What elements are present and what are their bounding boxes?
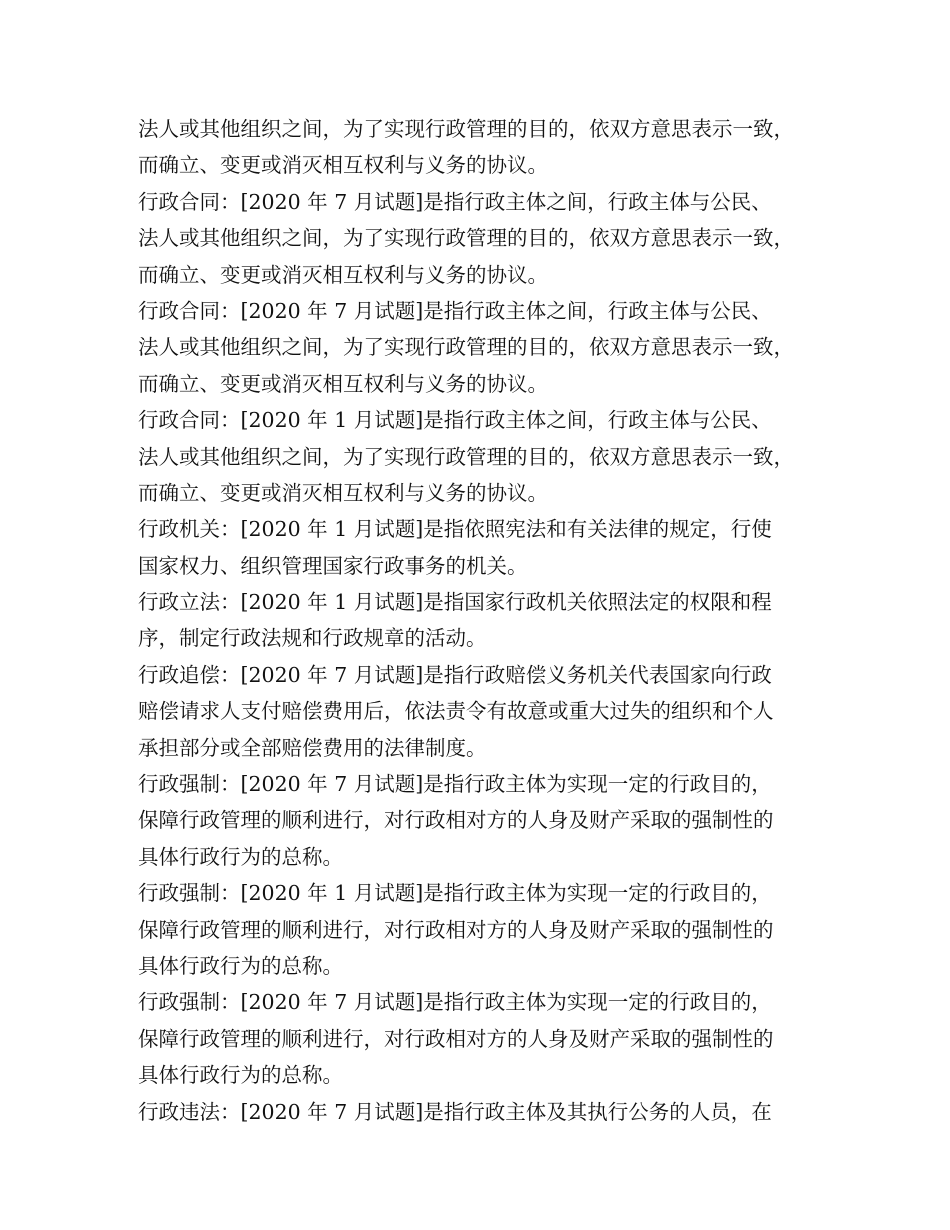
text-line: 具体行政行为的总称。: [138, 953, 343, 978]
text-line: 具体行政行为的总称。: [138, 844, 343, 869]
text-line: 法人或其他组织之间，为了实现行政管理的目的，依双方意思表示一致，: [138, 226, 794, 251]
document-body: [138, 111, 838, 1130]
text-line: 法人或其他组织之间，为了实现行政管理的目的，依双方意思表示一致，: [138, 444, 794, 469]
text-line: 而确立、变更或消灭相互权利与义务的协议。: [138, 153, 548, 178]
text-line: 行政立法：[2020 年 1 月试题]是指国家行政机关依照法定的权限和程: [138, 590, 772, 615]
text-line: 保障行政管理的顺利进行，对行政相对方的人身及财产采取的强制性的: [138, 808, 774, 833]
text-line: 行政合同：[2020 年 7 月试题]是指行政主体之间，行政主体与公民、: [138, 189, 772, 214]
text-line: 而确立、变更或消灭相互权利与义务的协议。: [138, 480, 548, 505]
text-line: 行政强制：[2020 年 7 月试题]是指行政主体为实现一定的行政目的，: [138, 772, 772, 797]
text-line: 行政追偿：[2020 年 7 月试题]是指行政赔偿义务机关代表国家向行政: [138, 662, 772, 687]
text-line: 赔偿请求人支付赔偿费用后，依法责令有故意或重大过失的组织和个人: [138, 699, 774, 724]
text-line: 行政违法：[2020 年 7 月试题]是指行政主体及其执行公务的人员，在: [138, 1099, 772, 1124]
text-line: 行政机关：[2020 年 1 月试题]是指依照宪法和有关法律的规定，行使: [138, 517, 772, 542]
text-line: 保障行政管理的顺利进行，对行政相对方的人身及财产采取的强制性的: [138, 1026, 774, 1051]
text-line: 序，制定行政法规和行政规章的活动。: [138, 626, 487, 651]
text-line: 具体行政行为的总称。: [138, 1063, 343, 1088]
text-line: 法人或其他组织之间，为了实现行政管理的目的，依双方意思表示一致，: [138, 335, 794, 360]
text-line: 保障行政管理的顺利进行，对行政相对方的人身及财产采取的强制性的: [138, 917, 774, 942]
text-line: 承担部分或全部赔偿费用的法律制度。: [138, 735, 487, 760]
text-line: 行政合同：[2020 年 7 月试题]是指行政主体之间，行政主体与公民、: [138, 298, 772, 323]
text-line: 法人或其他组织之间，为了实现行政管理的目的，依双方意思表示一致，: [138, 117, 794, 141]
text-line: 行政强制：[2020 年 1 月试题]是指行政主体为实现一定的行政目的，: [138, 881, 772, 906]
text-line: 而确立、变更或消灭相互权利与义务的协议。: [138, 262, 548, 287]
text-line: 而确立、变更或消灭相互权利与义务的协议。: [138, 371, 548, 396]
text-line: 行政合同：[2020 年 1 月试题]是指行政主体之间，行政主体与公民、: [138, 408, 772, 433]
text-line: 国家权力、组织管理国家行政事务的机关。: [138, 553, 528, 578]
text-line: 行政强制：[2020 年 7 月试题]是指行政主体为实现一定的行政目的，: [138, 990, 772, 1015]
